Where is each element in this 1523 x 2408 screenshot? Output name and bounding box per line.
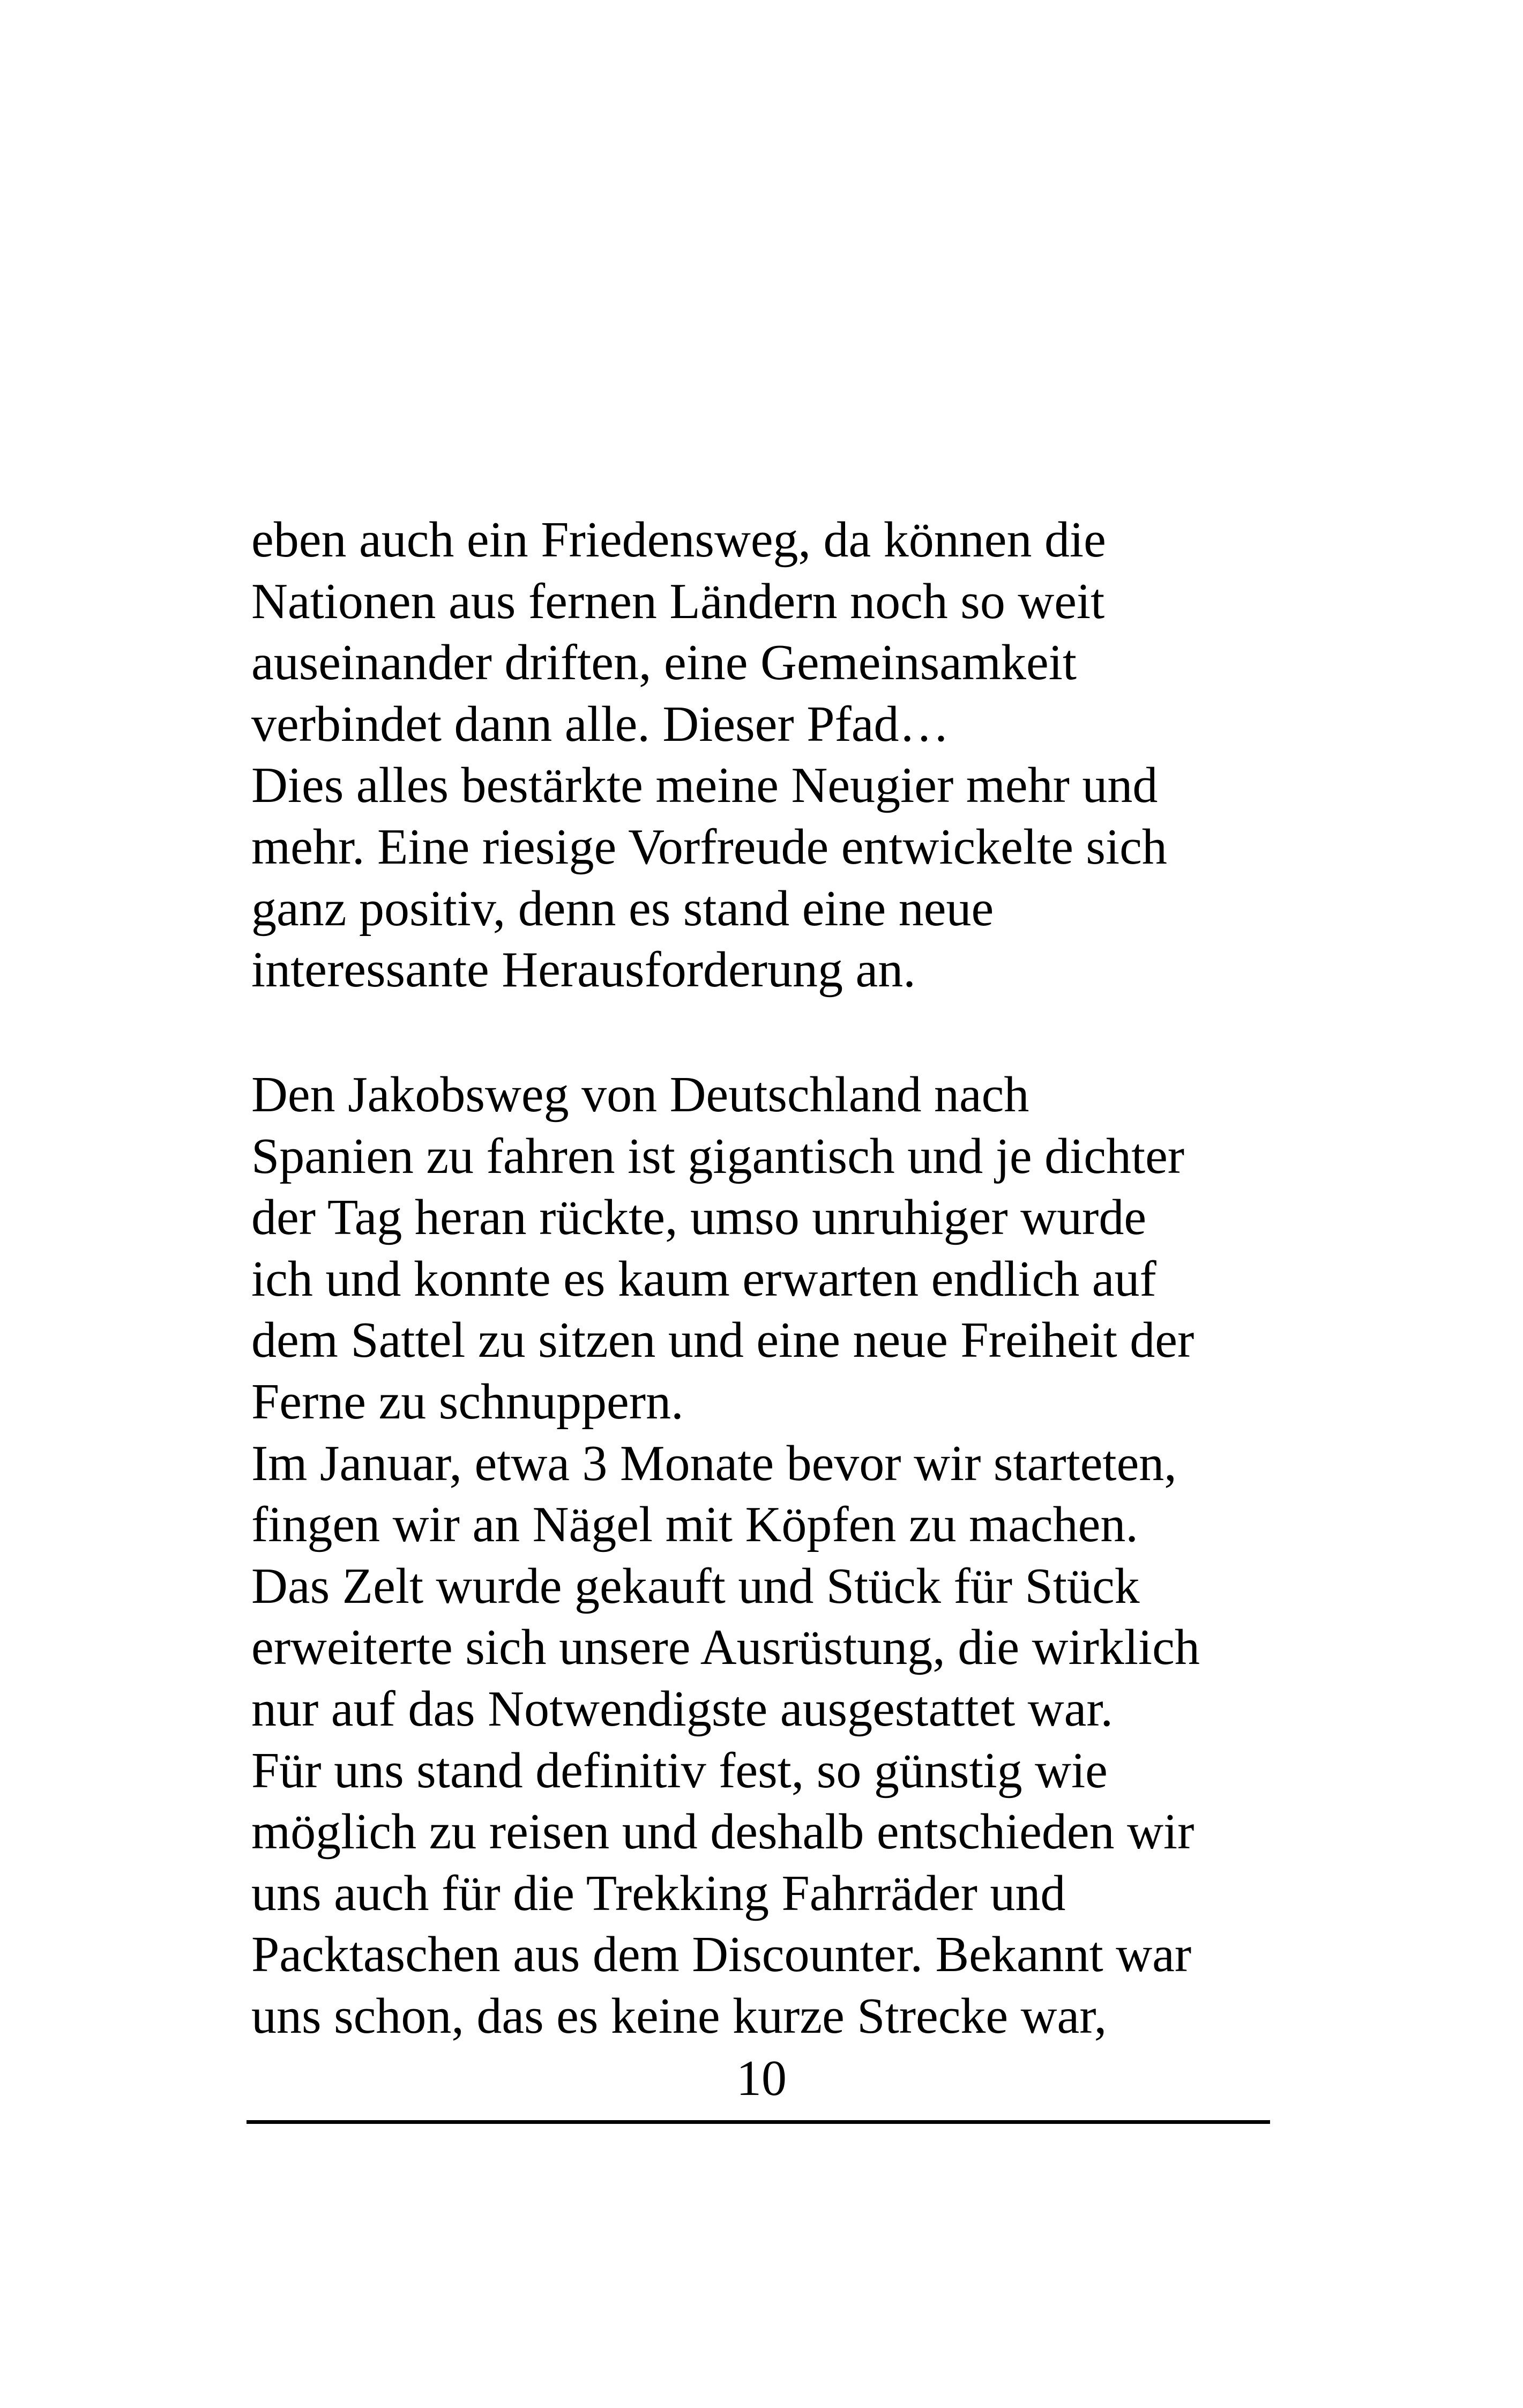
text-line: interessante Herausforderung an. bbox=[251, 942, 916, 998]
text-line: Im Januar, etwa 3 Monate bevor wir starteten, bbox=[251, 1435, 1177, 1491]
text-line: möglich zu reisen und deshalb entschieden wir bbox=[251, 1804, 1194, 1860]
text-line: Für uns stand definitiv fest, so günstig wie bbox=[251, 1742, 1108, 1798]
text-line: fingen wir an Nägel mit Köpfen zu machen. bbox=[251, 1497, 1138, 1553]
text-line: ganz positiv, denn es stand eine neue bbox=[251, 880, 994, 937]
text-line: Nationen aus fernen Ländern noch so weit bbox=[251, 573, 1105, 629]
text-line: auseinander driften, eine Gemeinsamkeit bbox=[251, 635, 1077, 691]
text-line: dem Sattel zu sitzen und eine neue Freiheit der bbox=[251, 1312, 1194, 1369]
page-number: 10 bbox=[736, 2050, 787, 2106]
text-line: der Tag heran rückte, umso unruhiger wurde bbox=[251, 1190, 1147, 1246]
footer-divider bbox=[247, 2120, 1270, 2124]
text-line: Spanien zu fahren ist gigantisch und je dichter bbox=[251, 1128, 1185, 1184]
text-line: uns auch für die Trekking Fahrräder und bbox=[251, 1865, 1066, 1921]
paragraph-1 bbox=[251, 509, 1280, 1001]
text-line: Das Zelt wurde gekauft und Stück für Stück bbox=[251, 1558, 1140, 1614]
text-line: Ferne zu schnuppern. bbox=[251, 1373, 684, 1430]
paragraph-2 bbox=[251, 1064, 1280, 2047]
text-line: Packtaschen aus dem Discounter. Bekannt war bbox=[251, 1927, 1192, 1983]
text-line: nur auf das Notwendigste ausgestattet war. bbox=[251, 1681, 1114, 1737]
text-line: mehr. Eine riesige Vorfreude entwickelte sich bbox=[251, 819, 1167, 875]
text-line: Dies alles bestärkte meine Neugier mehr und bbox=[251, 757, 1158, 814]
text-line: verbindet dann alle. Dieser Pfad… bbox=[251, 696, 950, 752]
text-line: Den Jakobsweg von Deutschland nach bbox=[251, 1067, 1029, 1123]
text-line: eben auch ein Friedensweg, da können die bbox=[251, 512, 1106, 568]
text-line: erweiterte sich unsere Ausrüstung, die wirklich bbox=[251, 1619, 1200, 1676]
text-line: uns schon, das es keine kurze Strecke war, bbox=[251, 1988, 1107, 2044]
text-line: ich und konnte es kaum erwarten endlich auf bbox=[251, 1251, 1156, 1307]
